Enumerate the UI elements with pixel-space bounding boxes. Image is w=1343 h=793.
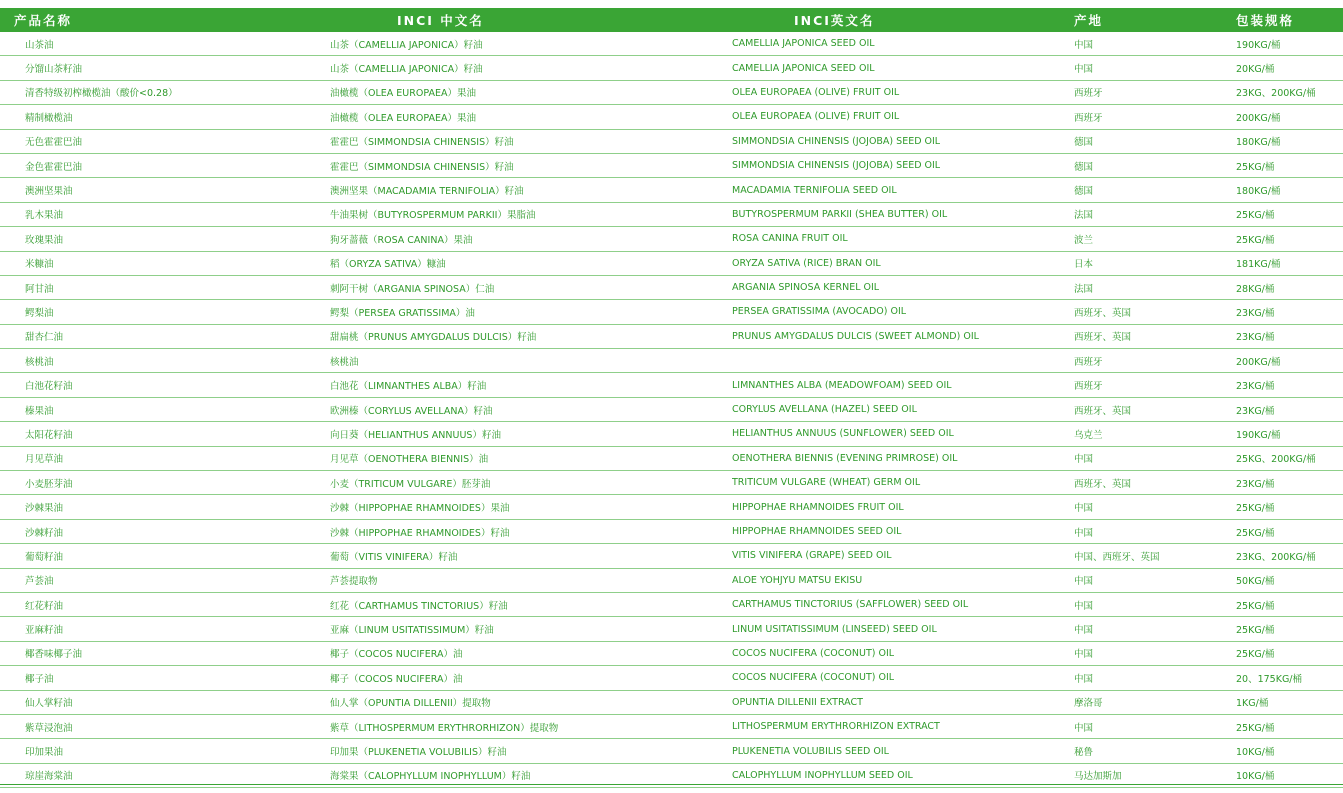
inci-en-cell: MACADAMIA TERNIFOLIA SEED OIL (732, 178, 1074, 202)
package-cell: 50KG/桶 (1236, 568, 1343, 592)
inci-en-cell: CAMELLIA JAPONICA SEED OIL (732, 32, 1074, 56)
origin-cell: 摩洛哥 (1074, 690, 1236, 714)
package-cell: 200KG/桶 (1236, 105, 1343, 129)
product-name-cell: 紫草浸泡油 (0, 714, 330, 738)
product-name-cell: 椰子油 (0, 666, 330, 690)
table-row (0, 739, 1343, 763)
product-name-cell: 米糠油 (0, 251, 330, 275)
table-row (0, 251, 1343, 275)
inci-en-cell: ARGANIA SPINOSA KERNEL OIL (732, 275, 1074, 299)
table-row (0, 178, 1343, 202)
package-cell: 181KG/桶 (1236, 251, 1343, 275)
package-cell: 20KG/桶 (1236, 56, 1343, 80)
product-name-cell: 乳木果油 (0, 202, 330, 226)
product-table-container (0, 8, 1343, 788)
product-name-cell: 亚麻籽油 (0, 617, 330, 641)
inci-en-cell: OLEA EUROPAEA (OLIVE) FRUIT OIL (732, 80, 1074, 104)
table-row (0, 300, 1343, 324)
origin-cell: 中国 (1074, 592, 1236, 616)
package-cell: 190KG/桶 (1236, 32, 1343, 56)
product-name-cell: 白池花籽油 (0, 373, 330, 397)
package-cell: 25KG/桶 (1236, 592, 1343, 616)
product-name-cell: 葡萄籽油 (0, 544, 330, 568)
product-name-cell: 玫瑰果油 (0, 227, 330, 251)
table-row (0, 80, 1343, 104)
table-row (0, 227, 1343, 251)
table-row (0, 32, 1343, 56)
inci-cn-cell: 葡萄（VITIS VINIFERA）籽油 (330, 544, 732, 568)
inci-cn-cell: 芦荟提取物 (330, 568, 732, 592)
origin-cell: 中国 (1074, 568, 1236, 592)
inci-cn-cell: 山茶（CAMELLIA JAPONICA）籽油 (330, 56, 732, 80)
origin-cell: 波兰 (1074, 227, 1236, 251)
table-row (0, 422, 1343, 446)
origin-cell: 德国 (1074, 178, 1236, 202)
product-name-cell: 红花籽油 (0, 592, 330, 616)
inci-en-cell: SIMMONDSIA CHINENSIS (JOJOBA) SEED OIL (732, 153, 1074, 177)
package-cell: 23KG/桶 (1236, 373, 1343, 397)
inci-en-cell: HELIANTHUS ANNUUS (SUNFLOWER) SEED OIL (732, 422, 1074, 446)
package-cell: 23KG/桶 (1236, 471, 1343, 495)
inci-en-cell: OLEA EUROPAEA (OLIVE) FRUIT OIL (732, 105, 1074, 129)
inci-cn-cell: 白池花（LIMNANTHES ALBA）籽油 (330, 373, 732, 397)
inci-cn-cell: 月见草（OENOTHERA BIENNIS）油 (330, 446, 732, 470)
table-row (0, 495, 1343, 519)
origin-cell: 中国 (1074, 714, 1236, 738)
inci-cn-cell: 山茶（CAMELLIA JAPONICA）籽油 (330, 32, 732, 56)
inci-cn-cell: 紫草（LITHOSPERMUM ERYTHRORHIZON）提取物 (330, 714, 732, 738)
inci-cn-cell: 沙棘（HIPPOPHAE RHAMNOIDES）籽油 (330, 519, 732, 543)
product-name-cell: 精制橄榄油 (0, 105, 330, 129)
origin-cell: 中国、西班牙、英国 (1074, 544, 1236, 568)
origin-cell: 法国 (1074, 202, 1236, 226)
origin-cell: 中国 (1074, 495, 1236, 519)
table-row (0, 641, 1343, 665)
product-name-cell: 核桃油 (0, 349, 330, 373)
table-row (0, 349, 1343, 373)
table-row (0, 568, 1343, 592)
inci-en-cell: LITHOSPERMUM ERYTHRORHIZON EXTRACT (732, 714, 1074, 738)
inci-cn-cell: 小麦（TRITICUM VULGARE）胚芽油 (330, 471, 732, 495)
product-name-cell: 无色霍霍巴油 (0, 129, 330, 153)
inci-en-cell: LIMNANTHES ALBA (MEADOWFOAM) SEED OIL (732, 373, 1074, 397)
inci-en-cell: HIPPOPHAE RHAMNOIDES SEED OIL (732, 519, 1074, 543)
inci-en-cell: ROSA CANINA FRUIT OIL (732, 227, 1074, 251)
header-product-name: 产品名称 (0, 8, 330, 32)
inci-en-cell: COCOS NUCIFERA (COCONUT) OIL (732, 641, 1074, 665)
table-row (0, 373, 1343, 397)
origin-cell: 西班牙、英国 (1074, 471, 1236, 495)
origin-cell: 西班牙、英国 (1074, 324, 1236, 348)
origin-cell: 中国 (1074, 446, 1236, 470)
table-row (0, 471, 1343, 495)
table-row (0, 153, 1343, 177)
inci-en-cell: COCOS NUCIFERA (COCONUT) OIL (732, 666, 1074, 690)
inci-cn-cell: 沙棘（HIPPOPHAE RHAMNOIDES）果油 (330, 495, 732, 519)
inci-en-cell: CALOPHYLLUM INOPHYLLUM SEED OIL (732, 763, 1074, 787)
package-cell: 28KG/桶 (1236, 275, 1343, 299)
inci-en-cell: CARTHAMUS TINCTORIUS (SAFFLOWER) SEED OIL (732, 592, 1074, 616)
inci-en-cell: LINUM USITATISSIMUM (LINSEED) SEED OIL (732, 617, 1074, 641)
product-name-cell: 清香特级初榨橄榄油（酸价<0.28） (0, 80, 330, 104)
origin-cell: 中国 (1074, 519, 1236, 543)
product-name-cell: 印加果油 (0, 739, 330, 763)
origin-cell: 中国 (1074, 617, 1236, 641)
inci-cn-cell: 欧洲榛（CORYLUS AVELLANA）籽油 (330, 397, 732, 421)
table-row (0, 617, 1343, 641)
package-cell: 25KG/桶 (1236, 202, 1343, 226)
package-cell: 25KG/桶 (1236, 641, 1343, 665)
product-name-cell: 金色霍霍巴油 (0, 153, 330, 177)
inci-cn-cell: 亚麻（LINUM USITATISSIMUM）籽油 (330, 617, 732, 641)
package-cell: 25KG/桶 (1236, 714, 1343, 738)
inci-en-cell: ORYZA SATIVA (RICE) BRAN OIL (732, 251, 1074, 275)
header-inci-cn: INCI 中文名 (330, 8, 732, 32)
table-row (0, 446, 1343, 470)
table-header-row (0, 8, 1343, 32)
origin-cell: 西班牙、英国 (1074, 300, 1236, 324)
product-name-cell: 琼崖海棠油 (0, 763, 330, 787)
product-name-cell: 芦荟油 (0, 568, 330, 592)
package-cell: 25KG/桶 (1236, 153, 1343, 177)
inci-en-cell: PLUKENETIA VOLUBILIS SEED OIL (732, 739, 1074, 763)
table-row (0, 129, 1343, 153)
origin-cell: 乌克兰 (1074, 422, 1236, 446)
package-cell: 190KG/桶 (1236, 422, 1343, 446)
inci-cn-cell: 椰子（COCOS NUCIFERA）油 (330, 641, 732, 665)
product-name-cell: 榛果油 (0, 397, 330, 421)
table-row (0, 690, 1343, 714)
table-row (0, 202, 1343, 226)
table-row (0, 714, 1343, 738)
table-row (0, 544, 1343, 568)
package-cell: 23KG、200KG/桶 (1236, 80, 1343, 104)
table-row (0, 56, 1343, 80)
inci-cn-cell: 澳洲坚果（MACADAMIA TERNIFOLIA）籽油 (330, 178, 732, 202)
inci-cn-cell: 仙人掌（OPUNTIA DILLENII）提取物 (330, 690, 732, 714)
table-row (0, 592, 1343, 616)
table-row (0, 324, 1343, 348)
origin-cell: 马达加斯加 (1074, 763, 1236, 787)
package-cell: 25KG/桶 (1236, 227, 1343, 251)
product-name-cell: 分馏山茶籽油 (0, 56, 330, 80)
product-name-cell: 鳄梨油 (0, 300, 330, 324)
origin-cell: 西班牙 (1074, 80, 1236, 104)
inci-cn-cell: 狗牙蔷薇（ROSA CANINA）果油 (330, 227, 732, 251)
origin-cell: 秘鲁 (1074, 739, 1236, 763)
inci-cn-cell: 红花（CARTHAMUS TINCTORIUS）籽油 (330, 592, 732, 616)
origin-cell: 中国 (1074, 56, 1236, 80)
inci-en-cell: BUTYROSPERMUM PARKII (SHEA BUTTER) OIL (732, 202, 1074, 226)
inci-en-cell: VITIS VINIFERA (GRAPE) SEED OIL (732, 544, 1074, 568)
inci-cn-cell: 向日葵（HELIANTHUS ANNUUS）籽油 (330, 422, 732, 446)
header-origin: 产地 (1074, 8, 1236, 32)
inci-cn-cell: 刺阿干树（ARGANIA SPINOSA）仁油 (330, 275, 732, 299)
inci-cn-cell: 油橄榄（OLEA EUROPAEA）果油 (330, 105, 732, 129)
product-name-cell: 月见草油 (0, 446, 330, 470)
inci-en-cell: CORYLUS AVELLANA (HAZEL) SEED OIL (732, 397, 1074, 421)
origin-cell: 西班牙 (1074, 105, 1236, 129)
table-row (0, 666, 1343, 690)
inci-en-cell: ALOE YOHJYU MATSU EKISU (732, 568, 1074, 592)
package-cell: 10KG/桶 (1236, 739, 1343, 763)
inci-cn-cell: 椰子（COCOS NUCIFERA）油 (330, 666, 732, 690)
product-name-cell: 甜杏仁油 (0, 324, 330, 348)
origin-cell: 德国 (1074, 153, 1236, 177)
product-table (0, 8, 1343, 788)
inci-en-cell: OENOTHERA BIENNIS (EVENING PRIMROSE) OIL (732, 446, 1074, 470)
table-header (0, 8, 1343, 32)
origin-cell: 中国 (1074, 666, 1236, 690)
package-cell: 23KG/桶 (1236, 397, 1343, 421)
package-cell: 20、175KG/桶 (1236, 666, 1343, 690)
inci-cn-cell: 海棠果（CALOPHYLLUM INOPHYLLUM）籽油 (330, 763, 732, 787)
package-cell: 1KG/桶 (1236, 690, 1343, 714)
package-cell: 25KG/桶 (1236, 519, 1343, 543)
package-cell: 180KG/桶 (1236, 178, 1343, 202)
inci-cn-cell: 霍霍巴（SIMMONDSIA CHINENSIS）籽油 (330, 153, 732, 177)
inci-en-cell (732, 349, 1074, 373)
inci-cn-cell: 稻（ORYZA SATIVA）糠油 (330, 251, 732, 275)
header-package: 包装规格 (1236, 8, 1343, 32)
header-inci-en: INCI英文名 (732, 8, 1074, 32)
product-name-cell: 阿甘油 (0, 275, 330, 299)
product-name-cell: 澳洲坚果油 (0, 178, 330, 202)
inci-cn-cell: 鳄梨（PERSEA GRATISSIMA）油 (330, 300, 732, 324)
inci-en-cell: HIPPOPHAE RHAMNOIDES FRUIT OIL (732, 495, 1074, 519)
origin-cell: 中国 (1074, 32, 1236, 56)
inci-en-cell: SIMMONDSIA CHINENSIS (JOJOBA) SEED OIL (732, 129, 1074, 153)
product-name-cell: 太阳花籽油 (0, 422, 330, 446)
product-name-cell: 仙人掌籽油 (0, 690, 330, 714)
package-cell: 25KG/桶 (1236, 617, 1343, 641)
origin-cell: 中国 (1074, 641, 1236, 665)
table-body (0, 32, 1343, 788)
package-cell: 25KG、200KG/桶 (1236, 446, 1343, 470)
inci-cn-cell: 甜扁桃（PRUNUS AMYGDALUS DULCIS）籽油 (330, 324, 732, 348)
inci-en-cell: CAMELLIA JAPONICA SEED OIL (732, 56, 1074, 80)
product-name-cell: 小麦胚芽油 (0, 471, 330, 495)
table-row (0, 519, 1343, 543)
package-cell: 23KG/桶 (1236, 324, 1343, 348)
package-cell: 200KG/桶 (1236, 349, 1343, 373)
inci-cn-cell: 霍霍巴（SIMMONDSIA CHINENSIS）籽油 (330, 129, 732, 153)
product-name-cell: 沙棘籽油 (0, 519, 330, 543)
table-row (0, 275, 1343, 299)
inci-en-cell: OPUNTIA DILLENII EXTRACT (732, 690, 1074, 714)
inci-cn-cell: 核桃油 (330, 349, 732, 373)
origin-cell: 西班牙 (1074, 373, 1236, 397)
origin-cell: 日本 (1074, 251, 1236, 275)
origin-cell: 西班牙、英国 (1074, 397, 1236, 421)
inci-cn-cell: 牛油果树（BUTYROSPERMUM PARKII）果脂油 (330, 202, 732, 226)
inci-en-cell: TRITICUM VULGARE (WHEAT) GERM OIL (732, 471, 1074, 495)
origin-cell: 德国 (1074, 129, 1236, 153)
product-name-cell: 椰香味椰子油 (0, 641, 330, 665)
package-cell: 180KG/桶 (1236, 129, 1343, 153)
package-cell: 25KG/桶 (1236, 495, 1343, 519)
product-name-cell: 沙棘果油 (0, 495, 330, 519)
origin-cell: 法国 (1074, 275, 1236, 299)
inci-en-cell: PRUNUS AMYGDALUS DULCIS (SWEET ALMOND) OIL (732, 324, 1074, 348)
inci-cn-cell: 油橄榄（OLEA EUROPAEA）果油 (330, 80, 732, 104)
table-bottom-divider (0, 784, 1343, 785)
package-cell: 10KG/桶 (1236, 763, 1343, 787)
table-row (0, 397, 1343, 421)
inci-en-cell: PERSEA GRATISSIMA (AVOCADO) OIL (732, 300, 1074, 324)
product-name-cell: 山茶油 (0, 32, 330, 56)
package-cell: 23KG/桶 (1236, 300, 1343, 324)
inci-cn-cell: 印加果（PLUKENETIA VOLUBILIS）籽油 (330, 739, 732, 763)
package-cell: 23KG、200KG/桶 (1236, 544, 1343, 568)
table-row (0, 105, 1343, 129)
origin-cell: 西班牙 (1074, 349, 1236, 373)
